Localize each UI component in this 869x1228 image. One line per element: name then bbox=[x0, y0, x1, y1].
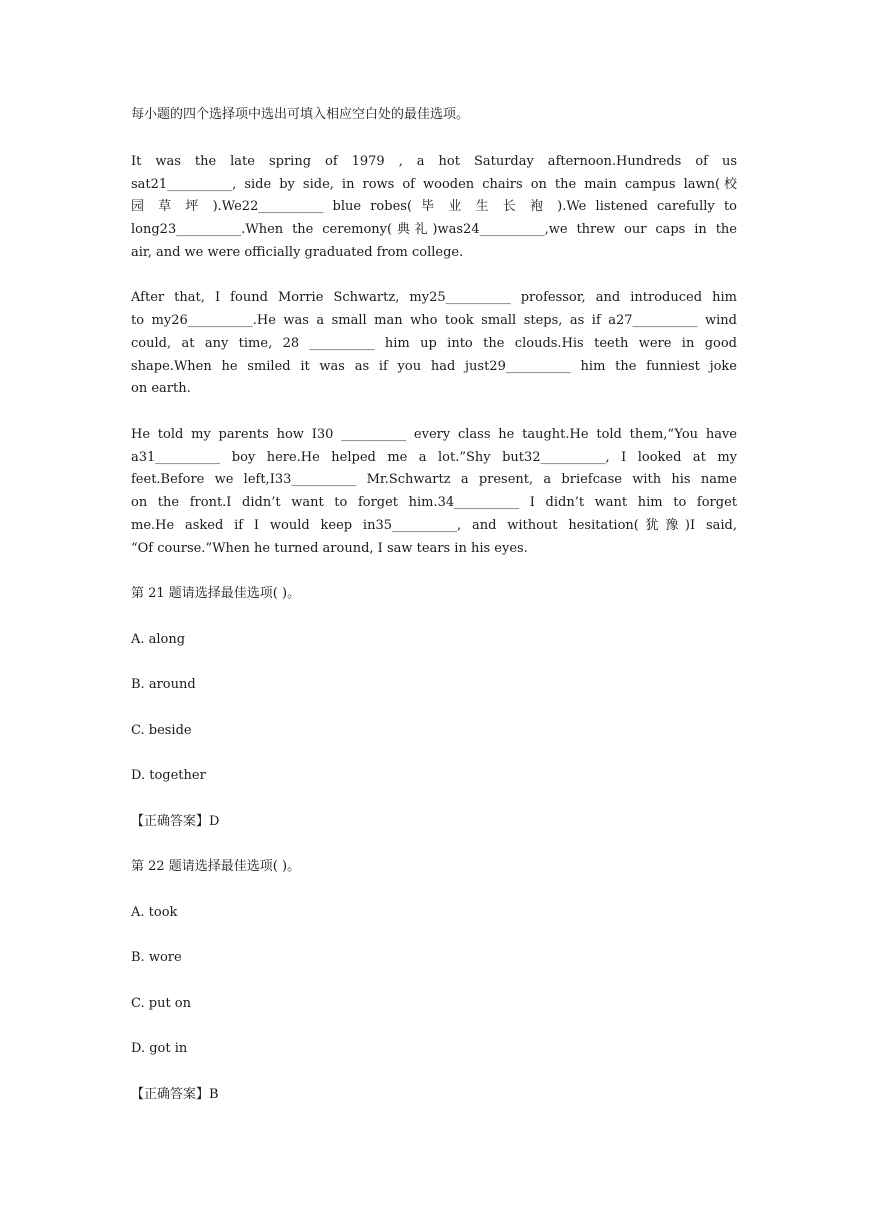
passage-line: sat21__________, side by side, in rows of wooden chairs on the main campus lawn(校 bbox=[131, 177, 737, 192]
passage-line: me.He asked if I would keep in35__________, and without hesitation(犹豫)I said, bbox=[131, 518, 737, 533]
passage-line: “Of course.”When he turned around, I saw tears in his eyes. bbox=[131, 541, 528, 556]
question-prompt: 第 21 题请选择最佳选项( )。 bbox=[131, 586, 301, 601]
passage-line: long23__________.When the ceremony(典礼)was24__________,we threw our caps in the bbox=[131, 222, 737, 237]
answer-option: A. took bbox=[131, 905, 178, 920]
question-prompt: 第 22 题请选择最佳选项( )。 bbox=[131, 859, 301, 874]
answer-option: D. together bbox=[131, 768, 206, 783]
passage-line: After that, I found Morrie Schwartz, my25__________ professor, and introduced him bbox=[131, 290, 737, 305]
correct-answer: 【正确答案】D bbox=[131, 814, 220, 829]
passage-line: He told my parents how I30 __________ every class he taught.He told them,“You have bbox=[131, 427, 737, 442]
answer-option: C. put on bbox=[131, 996, 191, 1011]
passage-line: shape.When he smiled it was as if you had just29__________ him the funniest joke bbox=[131, 359, 737, 374]
answer-option: B. wore bbox=[131, 950, 182, 965]
passage-line: 园 草 坪 ).We22__________ blue robes( 毕 业 生 长 袍 ).We listened carefully to bbox=[131, 199, 737, 214]
passage-line: could, at any time, 28 __________ him up into the clouds.His teeth were in good bbox=[131, 336, 737, 351]
passage-line: on earth. bbox=[131, 381, 191, 396]
answer-option: B. around bbox=[131, 677, 196, 692]
passage-line: It was the late spring of 1979 , a hot Saturday afternoon.Hundreds of us bbox=[131, 154, 737, 169]
answer-option: D. got in bbox=[131, 1041, 188, 1056]
passage-line: feet.Before we left,I33__________ Mr.Schwartz a present, a briefcase with his name bbox=[131, 472, 737, 487]
answer-option: C. beside bbox=[131, 723, 192, 738]
instruction-text: 每小题的四个选择项中选出可填入相应空白处的最佳选项。 bbox=[131, 107, 470, 122]
answer-option: A. along bbox=[131, 632, 186, 647]
passage-line: a31__________ boy here.He helped me a lot.”Shy but32__________, I looked at my bbox=[131, 450, 737, 465]
passage-line: to my26__________.He was a small man who took small steps, as if a27__________ wind bbox=[131, 313, 737, 328]
passage-line: on the front.I didn’t want to forget him.34__________ I didn’t want him to forget bbox=[131, 495, 737, 510]
passage-line: air, and we were officially graduated from college. bbox=[131, 245, 464, 260]
correct-answer: 【正确答案】B bbox=[131, 1087, 219, 1102]
